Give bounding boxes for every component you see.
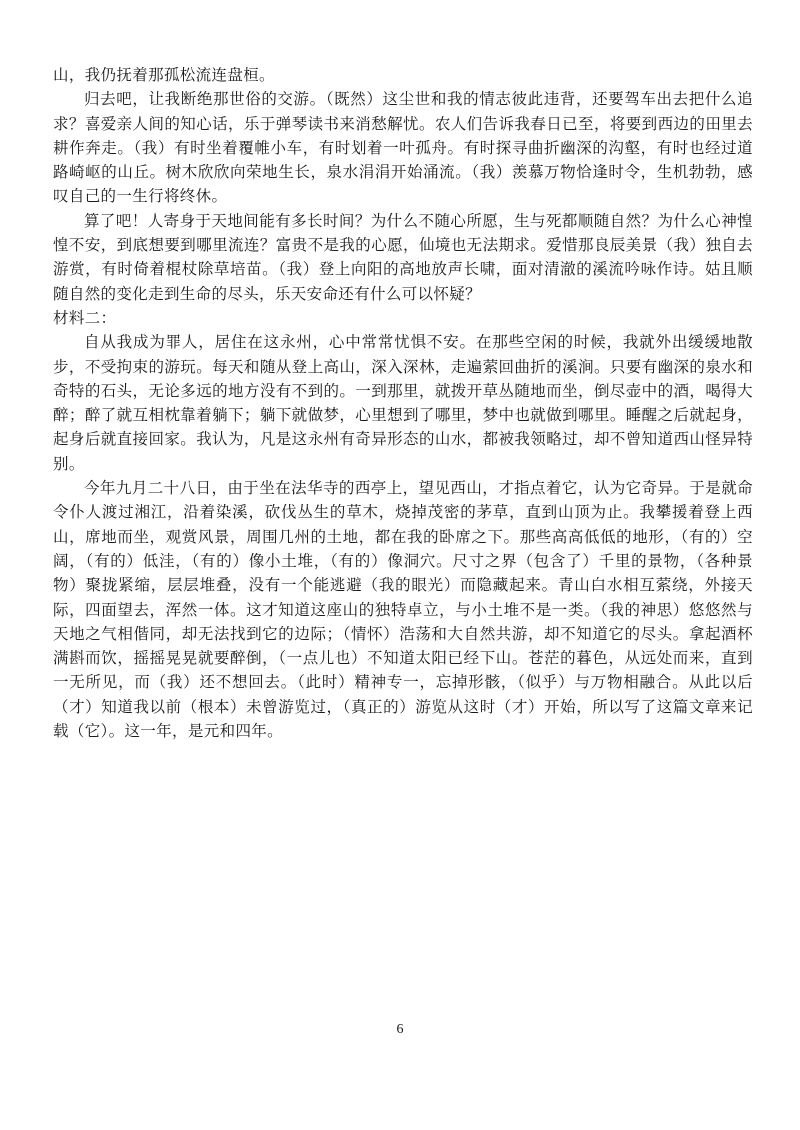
paragraph-continuation: 山，我仍抚着那孤松流连盘桓。 <box>53 66 275 84</box>
material-two-heading: 材料二： <box>53 308 117 327</box>
paragraph-west-mountain: 今年九月二十八日，由于坐在法华寺的西亭上，望见西山，才指点着它，认为它奇异。于是就命令仆人渡过湘江，沿着染溪，砍伐丛生的草木，烧掉茂密的茅草，直到山顶为止。我攀援着登上西山，席地而坐，观赏风景，周围几州的土地，都在我的卧席之下。那些高高低低的地形，（有的）空阔，（有的）低洼，（有的）像小土堆，（有的）像洞穴。尺寸之界（包含了）千里的景物，（各种景物）聚拢紧缩，层层堆叠，没有一个能逃避（我的眼光）而隐藏起来。青山白水相互萦绕，外接天际，四面望去，浑然一体。这才知道这座山的独特卓立，与小土堆不是一类。（我的神思）悠悠然与天地之气相偕同，却无法找到它的边际；（情怀）浩荡和大自然共游，却不知道它的尽头。拿起酒杯满斟而饮，摇摇晃晃就要醉倒，（一点儿也）不知道太阳已经下山。苍茫的暮色，从远处而来，直到一无所见，而（我）还不想回去。（此时）精神专一，忘掉形骸，（似乎）与万物相融合。从此以后（才）知道我以前（根本）未曾游览过，（真正的）游览从这时（才）开始，所以写了这篇文章来记载（它）。这一年，是元和四年。 <box>53 479 753 741</box>
paragraph-life-reflection: 算了吧！人寄身于天地间能有多长时间？为什么不随心所愿，生与死都顺随自然？为什么心神惶惶不安，到底想要到哪里流连？富贵不是我的心愿，仙境也无法期求。爱惜那良辰美景（我）独自去游赏，有时倚着棍杖除草培苗。（我）登上向阳的高地放声长啸，面对清澈的溪流吟咏作诗。姑且顺随自然的变化走到生命的尽头，乐天安命还有什么可以怀疑？ <box>53 211 753 303</box>
paragraph-return-home: 归去吧，让我断绝那世俗的交游。（既然）这尘世和我的情志彼此违背，还要驾车出去把什么追求？喜爱亲人间的知心话，乐于弹琴读书来消愁解忧。农人们告诉我春日已至，将要到西边的田里去耕作奔走。（我）有时坐着覆帷小车，有时划着一叶孤舟。有时探寻曲折幽深的沟壑，有时也经过道路崎岖的山丘。树木欣欣向荣地生长，泉水涓涓开始涌流。（我）羡慕万物恰逢时令，生机勃勃，感叹自己的一生行将终休。 <box>53 90 753 206</box>
document-body <box>53 63 753 743</box>
page-number: 6 <box>396 1022 404 1037</box>
paragraph-yongzhou-wandering: 自从我成为罪人，居住在这永州，心中常常忧惧不安。在那些空闲的时候，我就外出缓缓地散步，不受拘束的游玩。每天和随从登上高山，深入深林，走遍萦回曲折的溪涧。只要有幽深的泉水和奇特的石头，无论多远的地方没有不到的。一到那里，就拨开草丛随地而坐，倒尽壶中的酒，喝得大醉；醉了就互相枕靠着躺下；躺下就做梦，心里想到了哪里，梦中也就做到哪里。睡醒之后就起身，起身后就直接回家。我认为，凡是这永州有奇异形态的山水，都被我领略过，却不曾知道西山怪异特别。 <box>53 333 753 473</box>
